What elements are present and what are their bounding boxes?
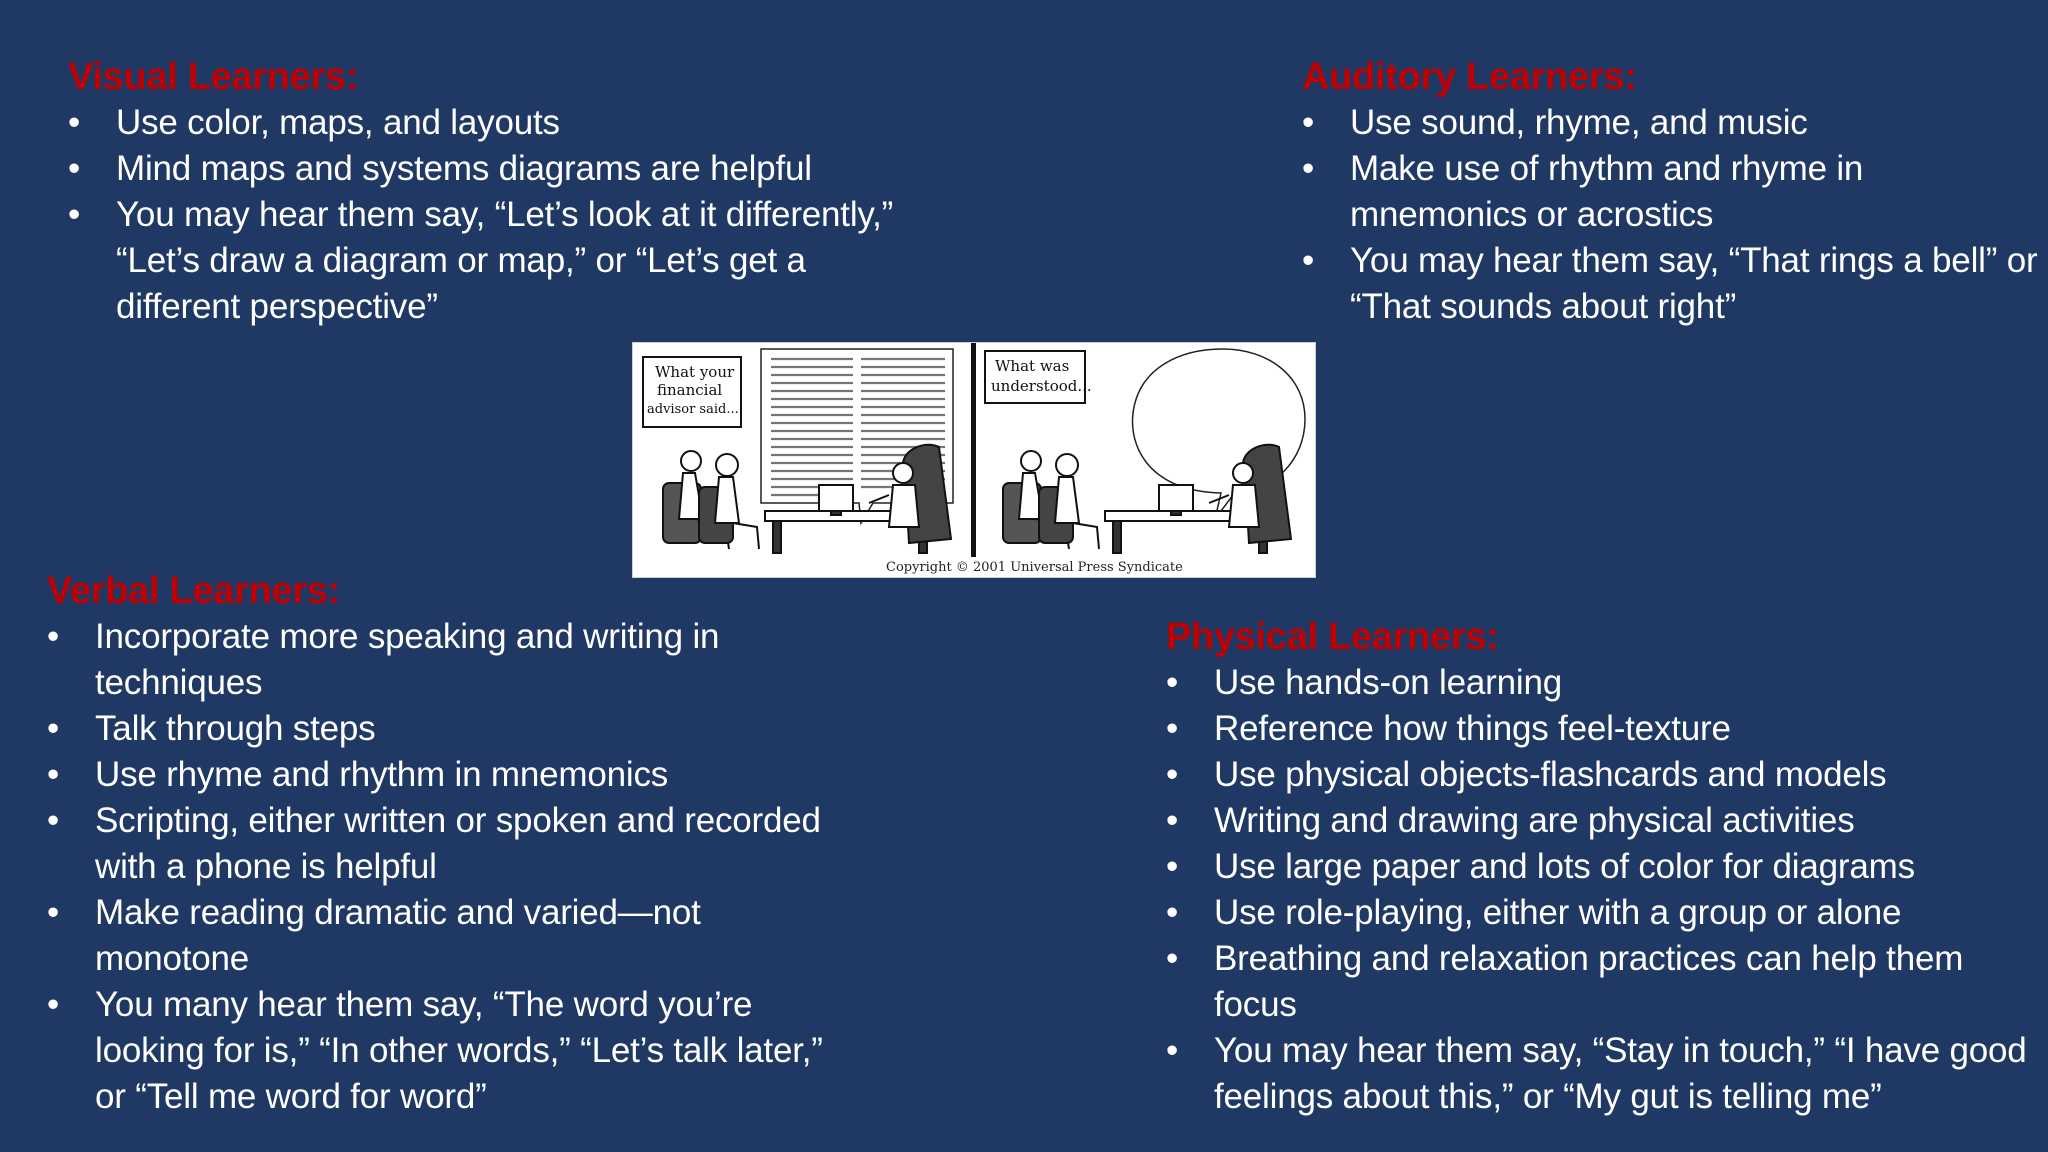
verbal-learners-section — [47, 568, 827, 1120]
comic-copyright: Copyright © 2001 Universal Press Syndicate — [886, 560, 1183, 575]
comic-strip-drawing — [633, 343, 1315, 577]
bullet-item: • Use sound, rhyme, and music — [1302, 100, 2042, 146]
verbal-learners-heading: Verbal Learners: — [47, 570, 341, 612]
bullet-item: • Writing and drawing are physical activities — [1166, 798, 2036, 844]
bullet-item: • Make reading dramatic and varied—not monotone — [47, 890, 827, 982]
bullet-item: • Use large paper and lots of color for diagrams — [1166, 844, 2036, 890]
visual-learners-heading: Visual Learners: — [68, 56, 359, 98]
clients-figures-1 — [663, 451, 759, 549]
bullet-item: • You may hear them say, “Stay in touch,” “I have good feelings about this,” or “My gut is telling me” — [1166, 1028, 2036, 1120]
caption-1-line-2: financial — [657, 381, 723, 399]
caption-1-line-3: advisor said... — [647, 402, 739, 417]
visual-learners-list — [68, 100, 928, 330]
bullet-item: • Use hands-on learning — [1166, 660, 2036, 706]
clients-figures-2 — [1003, 451, 1099, 549]
bullet-item: • You may hear them say, “That rings a bell” or “That sounds about right” — [1302, 238, 2042, 330]
comic-panel-2 — [985, 349, 1305, 553]
physical-learners-section — [1166, 614, 2036, 1120]
bullet-item: • Breathing and relaxation practices can help them focus — [1166, 936, 2036, 1028]
bullet-item: • You many hear them say, “The word you’re looking for is,” “In other words,” “Let’s talk later,” or “Tell me word for word” — [47, 982, 827, 1120]
panel-divider — [971, 343, 976, 557]
caption-1-line-1: What your — [655, 363, 735, 381]
caption-2-line-2: understood... — [991, 377, 1092, 395]
visual-learners-section — [68, 54, 928, 330]
bullet-item: • Use rhyme and rhythm in mnemonics — [47, 752, 827, 798]
auditory-learners-section — [1302, 54, 2042, 330]
bullet-item: • Make use of rhythm and rhyme in mnemonics or acrostics — [1302, 146, 2042, 238]
bullet-item: • Scripting, either written or spoken and recorded with a phone is helpful — [47, 798, 827, 890]
bullet-item: • Use role-playing, either with a group or alone — [1166, 890, 2036, 936]
bullet-item: • Reference how things feel-texture — [1166, 706, 2036, 752]
bullet-item: • Mind maps and systems diagrams are helpful — [68, 146, 928, 192]
verbal-learners-list — [47, 614, 827, 1120]
bullet-item: • Use physical objects-flashcards and models — [1166, 752, 2036, 798]
bullet-item: • Incorporate more speaking and writing in techniques — [47, 614, 827, 706]
physical-learners-heading: Physical Learners: — [1166, 616, 1499, 658]
auditory-learners-heading: Auditory Learners: — [1302, 56, 1637, 98]
bullet-item: • Use color, maps, and layouts — [68, 100, 928, 146]
physical-learners-list — [1166, 660, 2036, 1120]
financial-advisor-comic — [632, 342, 1316, 578]
caption-2-line-1: What was — [995, 357, 1070, 375]
auditory-learners-list — [1302, 100, 2042, 330]
comic-panel-1 — [643, 349, 953, 553]
bullet-item: • Talk through steps — [47, 706, 827, 752]
bullet-item: • You may hear them say, “Let’s look at it differently,” “Let’s draw a diagram or map,” or “Let’s get a different perspective” — [68, 192, 928, 330]
